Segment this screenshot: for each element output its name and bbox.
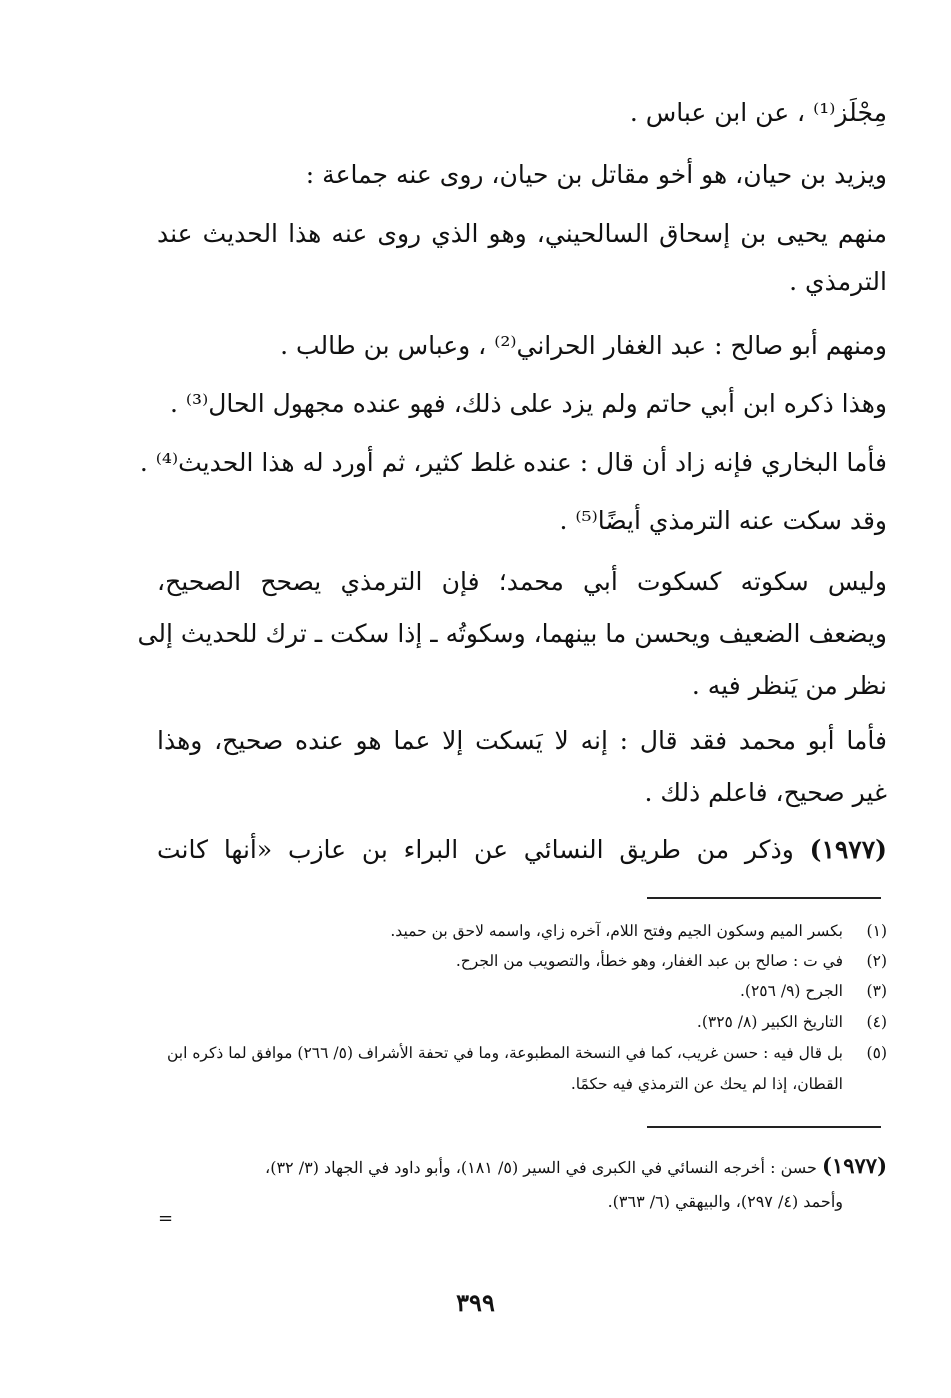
body-line-6: وهذا ذكره ابن أبي حاتم ولم يزد على ذلك، فهو عنده مجهول الحال⁽³⁾ . — [170, 389, 887, 418]
body-line-1: مِجْلَز⁽¹⁾ ، عن ابن عباس . — [629, 98, 887, 127]
body-line-9: وليس سكوته كسكوت أبي محمد؛ فإن الترمذي يصحح الصحيح، — [157, 567, 887, 596]
hadith-number: (١٩٧٧) — [809, 835, 887, 864]
body-line-3: منهم يحيى بن إسحاق السالحيني، وهو الذي روى عنه هذا الحديث عند — [157, 219, 887, 248]
takhrij-separator — [647, 1126, 881, 1128]
takhrij-line-1 — [157, 1150, 887, 1184]
takhrij-line-2: وأحمد (٤/ ٢٩٧)، والبيهقي (٦/ ٣٦٣). — [607, 1192, 843, 1211]
footnote-5-continuation: القطان، إذا لم يحك عن الترمذي فيه حكمًا. — [570, 1075, 843, 1093]
footnote-mark: (٤) — [866, 1013, 887, 1031]
continuation-mark: = — [158, 1208, 174, 1229]
takhrij-text: حسن : أخرجه النسائي في الكبرى في السير (٥/ ١٨١)، وأبو داود في الجهاد (٣/ ٣٢)، — [265, 1158, 817, 1177]
footnote-mark: (٢) — [866, 952, 887, 970]
footnote-text: بل قال فيه : حسن غريب، كما في النسخة المطبوعة، وما في تحفة الأشراف (٥/ ٢٦٦) موافق لما ذكره ابن — [166, 1044, 843, 1062]
takhrij-number: (١٩٧٧) — [822, 1153, 887, 1178]
footnote-5 — [157, 1040, 887, 1066]
body-line-4: الترمذي . — [789, 267, 887, 296]
footnote-text: الجرح (٩/ ٢٥٦). — [739, 982, 843, 1000]
hadith-line — [157, 834, 887, 866]
body-line-7: فأما البخاري فإنه زاد أن قال : عنده غلط كثير، ثم أورد له هذا الحديث⁽⁴⁾ . — [139, 448, 887, 477]
footnote-3 — [157, 978, 887, 1004]
body-line-10: ويضعف الضعيف ويحسن ما بينهما، وسكوتُه ـ إذا سكت ـ ترك للحديث إلى — [137, 619, 887, 648]
body-line-12: فأما أبو محمد فقد قال : إنه لا يَسكت إلا عما هو عنده صحيح، وهذا — [157, 726, 887, 755]
footnote-2 — [157, 948, 887, 974]
footnote-text: بكسر الميم وسكون الجيم وفتح اللام، آخره زاي، واسمه لاحق بن حميد. — [390, 922, 843, 940]
footnote-text: التاريخ الكبير (٨/ ٣٢٥). — [696, 1013, 843, 1031]
footnote-separator — [647, 897, 881, 899]
footnote-4 — [157, 1009, 887, 1035]
hadith-text: وذكر من طريق النسائي عن البراء بن عازب «أنها كانت — [157, 835, 794, 864]
body-line-8: وقد سكت عنه الترمذي أيضًا⁽⁵⁾ . — [559, 506, 887, 535]
footnote-mark: (٣) — [866, 982, 887, 1000]
footnote-mark: (٥) — [866, 1044, 887, 1062]
body-line-5: ومنهم أبو صالح : عبد الغفار الحراني⁽²⁾ ، وعباس بن طالب . — [280, 331, 887, 360]
body-line-11: نظر من يَنظر فيه . — [691, 671, 887, 700]
footnote-1 — [157, 918, 887, 944]
footnote-text: في ت : صالح بن عبد الغفار، وهو خطأ، والتصويب من الجرح. — [455, 952, 843, 970]
body-line-2: ويزيد بن حيان، هو أخو مقاتل بن حيان، روى عنه جماعة : — [305, 160, 887, 189]
footnote-mark: (١) — [866, 922, 887, 940]
body-line-13: غير صحيح، فاعلم ذلك . — [644, 778, 887, 807]
page-number: ٣٩٩ — [456, 1288, 495, 1317]
